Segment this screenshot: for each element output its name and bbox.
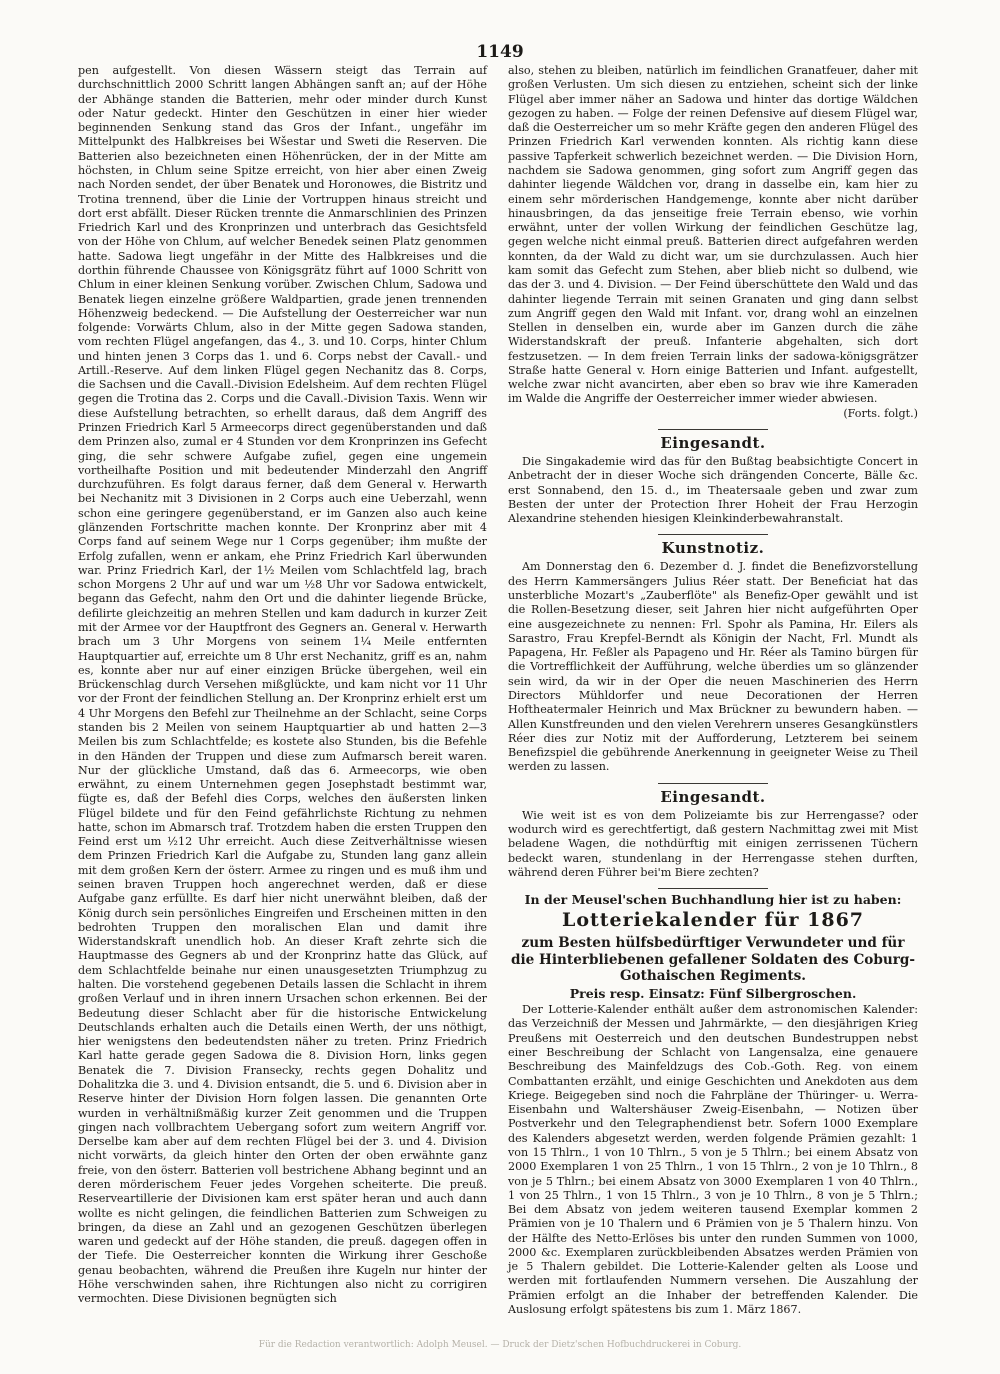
eingesandt-text: Die Singakademie wird das für den Bußtag beabsichtigte Concert in Anbetracht der in dieser Woche sich drängenden Concerte, Bälle &c. erst Sonnabend, den 15. d., im Theatersaale geben und zwar zum Besten der unter der Protection Ihrer Hoheit der Frau Herzogin Alexandrine stehenden hiesigen Kleinkinderbewahranstalt.: [508, 455, 918, 526]
eingesandt-heading-2: Eingesandt.: [660, 787, 766, 806]
divider: [658, 534, 768, 535]
article-text: pen aufgestellt. Von diesen Wässern steigt das Terrain auf durchschnittlich 2000 Schritt langen Abhängen sanft an; auf der Höhe der Abhänge standen die Batterien, mehr oder minder durch Kunst oder Natur gedeckt. Hinter den Geschützen in einer hier wieder beginnenden Senkung stand das Gros der Infant., ungefähr im Mittelpunkt des Halbkreises bei Wšestar und Sweti die Reserven. Die Batterien also bezeichneten einen Höhenrücken, der in der Mitte am höchsten, in Chlum seine Spitze erreicht, von hier aber einen Zweig nach Norden sendet, der über Benatek und Horonowes, die Bistritz und Trotina trennend, über die Linie der Vortruppen hinaus streicht und dort erst abfällt. Dieser Rücken trennte die Anmarschlinien des Prinzen Friedrich Karl und des Kronprinzen und unterbrach das Gesichtsfeld von der Höhe von Chlum, auf welcher Benedek seinen Platz genommen hatte. Sadowa liegt ungefähr in der Mitte des Halbkreises und die dorthin führende Chaussee von Königsgrätz führt auf 1000 Schritt von Chlum in einer kleinen Senkung vorüber. Zwischen Chlum, Sadowa und Benatek liegen einzelne größere Waldpartien, grade jenen trennenden Höhenzweig bedeckend. — Die Aufstellung der Oesterreicher war nun folgende: Vorwärts Chlum, also in der Mitte gegen Sadowa standen, vom rechten Flügel angefangen, das 4., 3. und 10. Corps, hinter Chlum und hinten jenen 3 Corps das 1. und 6. Corps nebst der Cavall.- und Artill.-Reserve. Auf dem linken Flügel gegen Nechanitz das 8. Corps, die Sachsen und die Cavall.-Division Edelsheim. Auf dem rechten Flügel gegen die Trotina das 2. Corps und die Cavall.-Division Taxis. Wenn wir diese Aufstellung betrachten, so erhellt daraus, daß dem Angriff des Prinzen Friedrich Karl 5 Armeecorps direct gegenüberstanden und daß dem Prinzen also, zumal er 4 Stunden vor dem Kronprinzen ins Gefecht ging, die sehr schwere Aufgabe zufiel, gegen eine ungemein vortheilhafte Position und mit bedeutender Minderzahl den Angriff durchzuführen. Es folgt daraus ferner, daß dem General v. Herwarth bei Nechanitz mit 3 Divisionen in 2 Corps auch eine Ueberzahl, wenn schon eine geringere gegenüberstand, er im Ganzen also auch keine glänzenden Fortschritte machen konnte. Der Kronprinz aber mit 4 Corps fand auf seinem Wege nur 1 Corps gegenüber; ihm mußte der Erfolg zufallen, wenn er ankam, ehe Prinz Friedrich Karl überwunden war. Prinz Friedrich Karl, der 1½ Meilen vom Schlachtfeld lag, brach schon Morgens 2 Uhr auf und war um ½8 Uhr vor Sadowa entwickelt, begann das Gefecht, nahm den Ort und die dahinter liegende Brücke, defilirte gleichzeitig an mehren Stellen und kam dadurch in kurzer Zeit mit der Armee vor der Hauptfront des Gegners an. General v. Herwarth brach um 3 Uhr Morgens von seinem 1¼ Meile entfernten Hauptquartier auf, erreichte um 8 Uhr erst Nechanitz, griff es an, nahm es, konnte aber nur auf einer einzigen Brücke übergehen, weil ein Brückenschlag durch Versehen mißglückte, und kam nicht vor 11 Uhr vor der Front der feindlichen Stellung an. Der Kronprinz erhielt erst um 4 Uhr Morgens den Befehl zur Theilnehme an der Schlacht, seine Corps standen bis 2 Meilen von seinem Hauptquartier ab und hatten 2—3 Meilen bis zum Schlachtfelde; es kostete also Stunden, bis die Befehle in den Händen der Truppen und diese zum Aufmarsch bereit waren. Nur der glückliche Umstand, daß das 6. Armeecorps, wie oben erwähnt, zu einem Unternehmen gegen Josephstadt bestimmt war, fügte es, daß der Befehl dies Corps, welches den äußersten linken Flügel bildete und für den Feind gefährlichste Richtung zu nehmen hatte, schon im Abmarsch traf. Trotzdem haben die ersten Truppen den Feind erst um ½12 Uhr erreicht. Auch diese Zeitverhältnisse wiesen dem Prinzen Friedrich Karl die Aufgabe zu, Stunden lang ganz allein mit dem großen Kern der österr. Armee zu ringen und es muß ihm und seinen braven Truppen hoch angerechnet werden, daß er diese Aufgabe ganz erfüllte. Es darf hier nicht unerwähnt bleiben, daß der König durch sein persönliches Eingreifen und Erscheinen mitten in den bedrohten Truppen den moralischen Elan und damit ihre Widerstandskraft unendlich hob. An dieser Kraft zehrte sich die Hauptmasse des Gegners ab und der Kronprinz hatte das Glück, auf dem Schlachtfelde beinahe nur einen unausgesetzten Triumphzug zu halten. Die vorstehend gegebenen Details lassen die Schlacht in ihrem großen Verlauf und in ihren innern Ursachen schon erkennen. Bei der Bedeutung dieser Schlacht aber für die historische Entwickelung Deutschlands erhalten auch die Details einen Werth, der uns nöthigt, hier wenigstens den bedeutendsten näher zu treten. Prinz Friedrich Karl hatte gerade gegen Sadowa die 8. Division Horn, links gegen Benatek die 7. Division Fransecky, rechts gegen Dohalitz und Dohalitzka die 3. und 4. Division entsandt, die 5. und 6. Division aber in Reserve hinter der Division Horn folgen lassen. Die genannten Orte wurden in verhältnißmäßig kurzer Zeit genommen und die Truppen gingen nach vollbrachtem Uebergang sofort zum weitern Angriff vor. Derselbe kam aber auf dem rechten Flügel bei der 3. und 4. Division nicht vorwärts, da gleich hinter den Orten der oben erwähnte ganz freie, von den österr. Batterien voll bestrichene Abhang beginnt und an deren mörderischem Feuer jedes Vorgehen scheiterte. Die preuß. Reserveartillerie der Divisionen kam erst später heran und auch dann wollte es nicht gelingen, die feindlichen Batterien zum Schweigen zu bringen, da diese an Zahl und an gezogenen Geschützen überlegen waren und gedeckt auf der Höhe standen, die preuß. dagegen offen in der Tiefe. Die Oesterreicher konnten die Wirkung ihrer Geschoße genau beobachten, während die Preußen ihre Kugeln nur hinter der Höhe verschwinden sahen, ihre Richtungen also nicht zu corrigiren vermochten. Diese Divisionen begnügten sich: [78, 64, 487, 1306]
article-continuation: also, stehen zu bleiben, natürlich im feindlichen Granatfeuer, daher mit großen Verlusten. Um sich diesen zu entziehen, scheint sich der linke Flügel aber immer näher an Sadowa und hinter das dortige Wäldchen gezogen zu haben. — Folge der reinen Defensive auf diesem Flügel war, daß die Oesterreicher um so mehr Kräfte gegen den anderen Flügel des Prinzen Friedrich Karl verwenden konnten. Als richtig kann diese passive Tapferkeit schwerlich bezeichnet werden. — Die Division Horn, nachdem sie Sadowa genommen, ging sofort zum Angriff gegen das dahinter liegende Wäldchen vor, drang in dasselbe ein, kam hier zu einem sehr mörderischen Handgemenge, konnte aber nicht darüber hinausbringen, da das jenseitige freie Terrain ebenso, wie vorhin erwähnt, unter der vollen Wirkung der feindlichen Geschütze lag, gegen welche nicht einmal preuß. Batterien direct aufgefahren werden konnten, da der Wald zu dicht war, um sie durchzulassen. Auch hier kam somit das Gefecht zum Stehen, aber blieb nicht so dulbend, wie das der 3. und 4. Division. — Der Feind überschüttete den Wald und das dahinter liegende Terrain mit seinen Granaten und ging dann selbst zum Angriff gegen den Wald mit Infant. vor, drang wohl an einzelnen Stellen in denselben ein, wurde aber im Ganzen durch die zähe Widerstandskraft der preuß. Infanterie abgehalten, sich dort festzusetzen. — In dem freien Terrain links der sadowa-königsgrätzer Straße hatte General v. Horn einige Batterien und Infant. aufgestellt, welche zwar nicht avancirten, aber eben so brav wie ihre Kameraden im Walde die Angriffe der Oesterreicher immer wieder abwiesen.: [508, 64, 918, 406]
ad-intro: In der Meusel'schen Buchhandlung hier ist zu haben:: [524, 892, 902, 908]
divider: [658, 783, 768, 784]
ad-price: Preis resp. Einsatz: Fünf Silbergroschen.: [569, 985, 857, 1001]
footer-imprint: Für die Redaction verantwortlich: Adolph Meusel. — Druck der Dietz'schen Hofbuchdruckerei in Coburg.: [258, 1340, 742, 1350]
ad-text: Der Lotterie-Kalender enthält außer dem astronomischen Kalender: das Verzeichniß der Messen und Jahrmärkte, — den diesjährigen Krieg Preußens mit Oesterreich und den deutschen Bundestruppen nebst einer Beschreibung der Schlacht von Langensalza, eine genauere Beschreibung des Mainfeldzugs des Cob.-Goth. Reg. von einem Combattanten erzählt, und einige Geschichten und Anekdoten aus dem Kriege. Beigegeben sind noch die Fahrpläne der Thüringer- u. Werra-Eisenbahn und Waltershäuser Zweig-Eisenbahn, — Notizen über Postverkehr und den Telegraphendienst betr. Sofern 1000 Exemplare des Kalenders abgesetzt werden, werden folgende Prämien gezahlt: 1 von 15 Thlrn., 1 von 10 Thlrn., 5 von je 5 Thlrn.; bei einem Absatz von 2000 Exemplaren 1 von 25 Thlrn., 1 von 15 Thlrn., 2 von je 10 Thlrn., 8 von je 5 Thlrn.; bei einem Absatz von 3000 Exemplaren 1 von 40 Thlrn., 1 von 25 Thlrn., 1 von 15 Thlrn., 3 von je 10 Thlrn., 8 von je 5 Thlrn.; Bei dem Absatz von jedem weiteren tausend Exemplar kommen 2 Prämien von je 10 Thalern und 6 Prämien von je 5 Thalern hinzu. Von der Hälfte des Netto-Erlöses bis unter den runden Summen von 1000, 2000 &c. Exemplaren zurückbleibenden Absatzes werden Prämien von je 5 Thalern gebildet. Die Lotterie-Kalender gelten als Loose und werden mit fortlaufenden Nummern versehen. Die Auszahlung der Prämien erfolgt an die Inhaber der betreffenden Kalender. Die Auslosung erfolgt spätestens bis zum 1. März 1867.: [508, 1003, 918, 1317]
divider: [658, 888, 768, 889]
divider: [658, 429, 768, 430]
left-column: [78, 64, 487, 1306]
page-number: 1149: [476, 42, 524, 62]
right-column: [508, 64, 918, 1317]
eingesandt-text-2: Wie weit ist es von dem Polizeiamte bis zur Herrengasse? oder wodurch wird es gerechtfertigt, daß gestern Nachmittag zwei mit Mist beladene Wagen, die nothdürftig mit einigen zerrissenen Tüchern bedeckt waren, stundenlang in der Herrengasse stehen durften, während deren Führer bei'm Biere zechten?: [508, 808, 918, 879]
eingesandt-heading: Eingesandt.: [660, 434, 766, 453]
continuation-note: (Forts. folgt.): [843, 406, 918, 420]
ad-subtitle: zum Besten hülfsbedürftiger Verwundeter und für die Hinterbliebenen gefallener Soldaten des Coburg-Gothaischen Regiments.: [510, 935, 916, 985]
kunstnotiz-heading: Kunstnotiz.: [661, 539, 765, 558]
ad-title: Lotteriekalender für 1867: [561, 909, 865, 932]
kunstnotiz-text: Am Donnerstag den 6. Dezember d. J. findet die Benefizvorstellung des Herrn Kammersängers Julius Réer statt. Der Beneficiat hat das unsterbliche Mozart's „Zauberflöte" als Benefiz-Oper gewählt und ist die Rollen-Besetzung dieser, seit Jahren hier nicht aufgeführten Oper eine ausgezeichnete zu nennen: Frl. Spohr als Pamina, Hr. Eilers als Sarastro, Frau Krepfel-Berndt als Königin der Nacht, Frl. Mundt als Papagena, Hr. Feßler als Papageno und Hr. Réer als Tamino bürgen für die Vortrefflichkeit der Aufführung, welche überdies um so glänzender sein wird, da wir in der Oper die neuen Maschinerien des Herrn Directors Mühldorfer und neue Decorationen der Herren Hoftheatermaler Heinrich und Max Brückner zu bewundern haben. — Allen Kunstfreunden und den vielen Verehrern unseres Gesangkünstlers Réer dies zur Notiz mit der Aufforderung, Letzterem bei seinem Benefizspiel die gebührende Anerkennung in geeigneter Weise zu Theil werden zu lassen.: [508, 560, 918, 774]
